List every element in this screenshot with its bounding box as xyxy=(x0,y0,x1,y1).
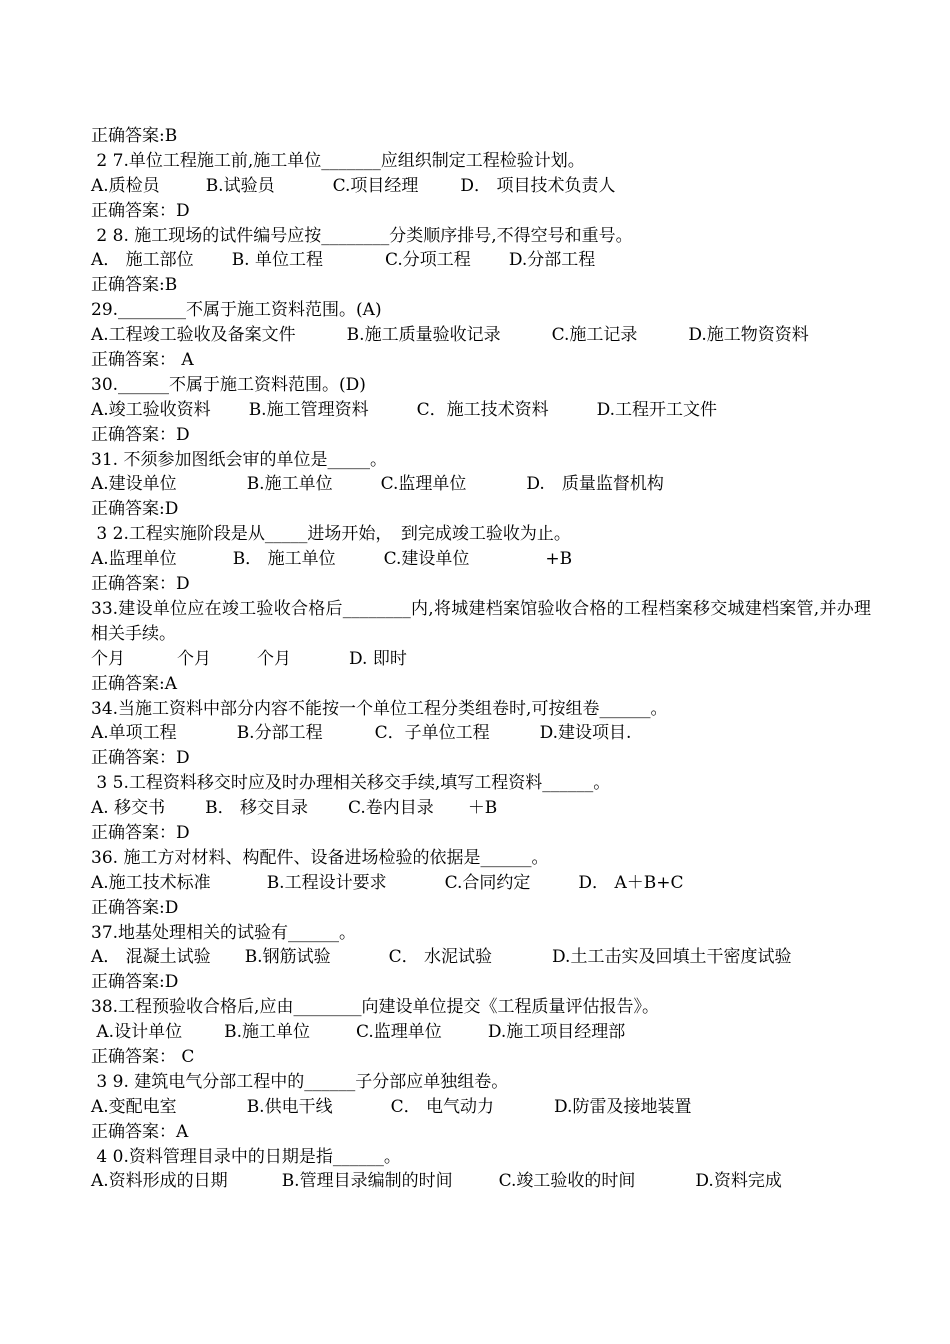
options-row xyxy=(91,1169,871,1194)
question-line: 33.建设单位应在竣工验收合格后________内,将城建档案馆验收合格的工程档案移交城建档案管,并办理相关手续。 xyxy=(91,598,871,644)
question-line: 4 0.资料管理目录中的日期是指______。 xyxy=(91,1146,401,1167)
option-d: D． A＋B+C xyxy=(578,872,684,893)
option-c: C.监理单位 xyxy=(356,1022,442,1043)
answer-line: 正确答案：A xyxy=(91,1121,189,1142)
option-c: C．子单位工程 xyxy=(374,723,490,744)
question-line: 2 7.单位工程施工前,施工单位_______应组织制定工程检验计划。 xyxy=(91,150,585,171)
question-line: 38.工程预验收合格后,应由________向建设单位提交《工程质量评估报告》。 xyxy=(91,997,659,1018)
question-line: 3 2.工程实施阶段是从_____进场开始， 到完成竣工验收为止。 xyxy=(91,524,571,545)
answer-line: 正确答案：D xyxy=(91,574,190,595)
answer-line: 正确答案:D xyxy=(91,972,179,993)
option-d: D. 即时 xyxy=(349,648,407,669)
question-line: 34.当施工资料中部分内容不能按一个单位工程分类组卷时,可按组卷______。 xyxy=(91,698,668,719)
options-row xyxy=(91,547,871,572)
option-a: A.竣工验收资料 xyxy=(91,399,211,420)
answer-line: 正确答案:B xyxy=(91,126,178,146)
option-a: A. 移交书 xyxy=(91,798,166,819)
option-d: ＋B xyxy=(467,798,498,819)
option-d: D． 项目技术负责人 xyxy=(460,175,616,196)
question-line: 29.________不属于施工资料范围。(A) xyxy=(91,300,382,321)
option-b: B.施工单位 xyxy=(246,474,333,495)
option-b: B.试验员 xyxy=(205,175,275,196)
answer-line: 正确答案:D xyxy=(91,499,179,520)
option-c: C． 电气动力 xyxy=(390,1096,495,1117)
option-b: 个月 xyxy=(177,648,211,669)
answer-line: 正确答案：D xyxy=(91,748,190,769)
option-d: D.土工击实及回填土干密度试验 xyxy=(552,947,792,968)
option-a: A.监理单位 xyxy=(91,549,177,570)
option-a: A.变配电室 xyxy=(91,1096,177,1117)
option-c: C.卷内目录 xyxy=(348,798,434,819)
answer-line: 正确答案：D xyxy=(91,424,190,445)
option-c: C.合同约定 xyxy=(444,872,531,893)
option-c: 个月 xyxy=(257,648,291,669)
option-b: B． 施工单位 xyxy=(232,549,336,570)
question-line: 3 5.工程资料移交时应及时办理相关移交手续,填写工程资料______。 xyxy=(91,773,611,794)
document-page xyxy=(91,124,871,1194)
question-line: 36. 施工方对材料、构配件、设备进场检验的依据是______。 xyxy=(91,847,549,868)
option-a: A.设计单位 xyxy=(91,1022,183,1043)
question-line: A.工程竣工验收及备案文件 B.施工质量验收记录 C.施工记录 D.施工物资资料 xyxy=(91,325,809,346)
options-row xyxy=(91,721,871,746)
option-b: B.施工单位 xyxy=(224,1022,310,1043)
option-b: B.施工管理资料 xyxy=(248,399,369,420)
option-a: A． 施工部位 xyxy=(91,250,194,271)
answer-line: 正确答案:A xyxy=(91,673,178,694)
option-a: A.单项工程 xyxy=(91,723,177,744)
option-c: C.监理单位 xyxy=(380,474,467,495)
options-row xyxy=(91,871,871,896)
answer-line: 正确答案:B xyxy=(91,275,178,296)
option-c: C.建设单位 xyxy=(383,549,470,570)
option-a: A.资料形成的日期 xyxy=(91,1171,228,1192)
options-row xyxy=(91,796,871,821)
answer-line: 正确答案:D xyxy=(91,897,179,918)
option-d: D.防雷及接地装置 xyxy=(554,1096,692,1117)
question-line: 3 9. 建筑电气分部工程中的______子分部应单独组卷。 xyxy=(91,1071,509,1092)
option-c: C.分项工程 xyxy=(385,250,471,271)
option-c: C． 水泥试验 xyxy=(388,947,493,968)
option-b: B.分部工程 xyxy=(236,723,323,744)
option-d: D.施工项目经理部 xyxy=(487,1022,626,1043)
option-b: B.钢筋试验 xyxy=(244,947,331,968)
option-b: B.管理目录编制的时间 xyxy=(281,1171,453,1192)
options-row xyxy=(91,1020,871,1045)
answer-line: 正确答案： C xyxy=(91,1047,195,1067)
answer-line: 正确答案： A xyxy=(91,350,194,371)
option-a: A.施工技术标准 xyxy=(91,872,211,893)
question-line: 2 8. 施工现场的试件编号应按________分类顺序排号,不得空号和重号。 xyxy=(91,225,633,246)
question-line: 31. 不须参加图纸会审的单位是_____。 xyxy=(91,449,387,470)
option-d: D. 质量监督机构 xyxy=(526,474,664,495)
question-line: 30.______不属于施工资料范围。(D) xyxy=(91,374,366,395)
option-a: A． 混凝土试验 xyxy=(91,947,211,968)
answer-line: 正确答案：D xyxy=(91,200,190,221)
option-d: +B xyxy=(545,549,573,570)
option-b: B． 移交目录 xyxy=(205,798,308,819)
option-d: D.建设项目. xyxy=(539,723,632,744)
option-a: A.质检员 xyxy=(91,175,160,196)
option-a: A.建设单位 xyxy=(91,474,177,495)
question-line: 37.地基处理相关的试验有______。 xyxy=(91,922,357,943)
option-d: D.资料完成 xyxy=(695,1171,782,1192)
options-row xyxy=(91,174,871,199)
options-row xyxy=(91,472,871,497)
option-c: C．施工技术资料 xyxy=(416,399,549,420)
option-b: B.工程设计要求 xyxy=(266,872,387,893)
option-c: C.竣工验收的时间 xyxy=(498,1171,636,1192)
option-d: D.工程开工文件 xyxy=(596,399,718,420)
options-row xyxy=(91,647,871,672)
option-b: B. 单位工程 xyxy=(231,250,323,271)
options-row xyxy=(91,1095,871,1120)
options-row xyxy=(91,398,871,423)
answer-line: 正确答案：D xyxy=(91,822,190,843)
options-row xyxy=(91,248,871,273)
option-c: C.项目经理 xyxy=(332,175,419,196)
option-b: B.供电干线 xyxy=(246,1096,333,1117)
option-d: D.分部工程 xyxy=(508,250,596,271)
option-a: 个月 xyxy=(91,648,125,669)
options-row xyxy=(91,945,871,970)
